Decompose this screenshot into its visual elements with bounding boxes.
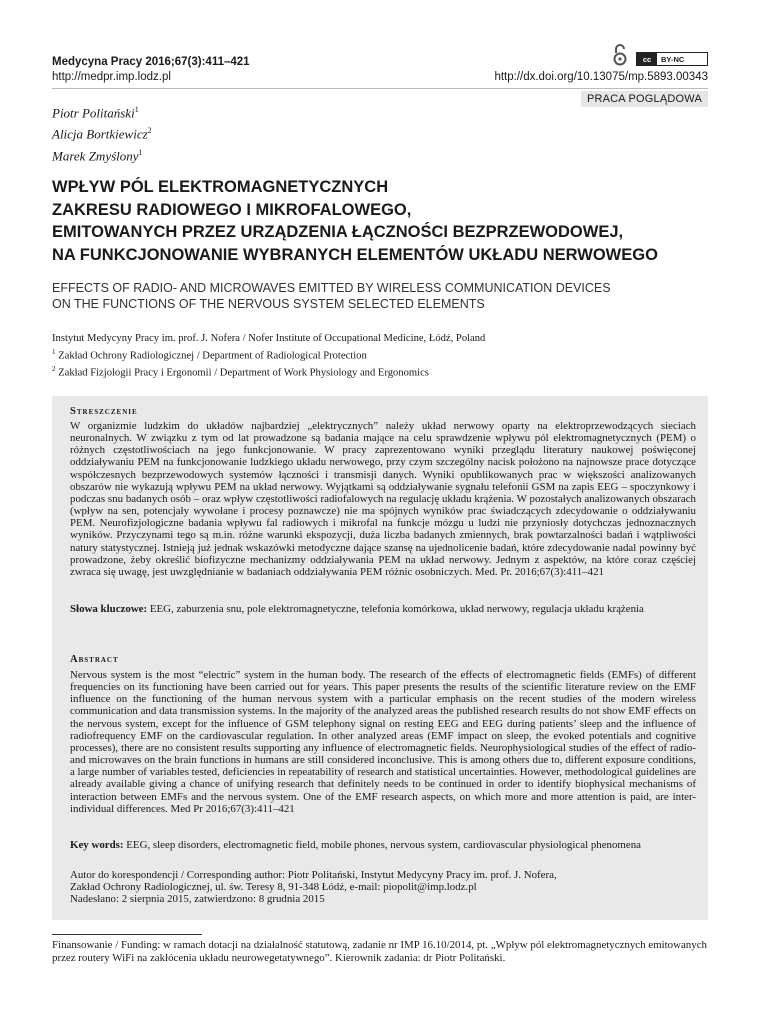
- title-line: EFFECTS OF RADIO- AND MICROWAVES EMITTED BY WIRELESS COMMUNICATION DEVICES: [52, 281, 611, 295]
- affiliation-institute: Instytut Medycyny Pracy im. prof. J. Nofera / Nofer Institute of Occupational Medicine, Łódź, Poland: [52, 333, 486, 344]
- funding-note: Finansowanie / Funding: w ramach dotacji na działalność statutową, zadanie nr IMP 16.10/2014, pt. „Wpływ pól elektromagnetycznych emitowanych przez routery WiFi na zakłócenia układu neurowegetatywnego”. Kierownik zadania: dr Piotr Politański.: [52, 939, 707, 964]
- affiliation-dept-1: $^1$ Zakład Ochrony Radiologicznej / Department of Radiological Protection: [52, 347, 367, 362]
- license-label: BY-NC: [661, 54, 685, 64]
- cc-license-badge[interactable]: [636, 52, 708, 66]
- title-line: ON THE FUNCTIONS OF THE NERVOUS SYSTEM SELECTED ELEMENTS: [52, 297, 485, 311]
- license-block: [612, 44, 708, 66]
- keywords-label: Key words:: [70, 839, 124, 851]
- streszczenie-heading: Streszczenie: [70, 406, 138, 417]
- title-polish: [52, 176, 722, 266]
- correspondence-line: Zakład Ochrony Radiologicznej, ul. św. Teresy 8, 91-348 Łódź, e-mail: piopolit@imp.lodz.pl: [70, 881, 477, 894]
- abstract-keywords: [70, 839, 696, 851]
- title-line: ZAKRESU RADIOWEGO I MIKROFALOWEGO,: [52, 200, 412, 219]
- cc-icon: cc: [637, 53, 657, 65]
- streszczenie-keywords: [70, 603, 696, 615]
- doi-link[interactable]: http://dx.doi.org/10.13075/mp.5893.00343: [494, 71, 708, 83]
- title-line: EMITOWANYCH PRZEZ URZĄDZENIA ŁĄCZNOŚCI BEZPRZEWODOWEJ,: [52, 223, 624, 241]
- journal-url[interactable]: http://medpr.imp.lodz.pl: [52, 71, 171, 83]
- keywords-label: Słowa kluczowe:: [70, 603, 148, 615]
- author-item: Piotr Politański$^1$: [52, 105, 139, 121]
- abstract-box: [52, 396, 708, 920]
- header-divider: [52, 88, 708, 89]
- abstract-text: Nervous system is the most “electric” system in the human body. The research of the effects of electromagnetic fields (EMFs) of different frequencies on its functioning have been carried out for years. This paper presents the results of the scientific literature review on the EMF influence on the functioning of the human nervous system with a particular emphasis on the recent studies of the modern wireless communication and data transmission systems. In the majority of the analyzed areas the published research results do not show EMF effects on the nervous system, except for the influence of GSM telephony signal on resting EEG and EEG during patients’ sleep and the influence of radiofrequency EMF on the cardiovascular regulation. In other analyzed areas (EMF impact on sleep, the evoked potentials and cognitive processes), there are no consistent results supporting any influence of electromagnetic fields. Neurophysiological studies of the effect of radio- and microwaves on the brain functions in humans are still considered inconclusive. This is among others due to, different exposure conditions, a large number of variables tested, deficiencies in repeatability of research and statistical uncertainties. However, methodological guidelines are already available giving a chance of unifying research that definitely needs to be continued in order to identify biophysical mechanisms of interaction between EMFs and the nervous system. One of the EMF research aspects, on which more and more attention is paid, are inter-individual differences. Med Pr 2016;67(3):411–421: [70, 669, 696, 815]
- correspondence-line: Autor do korespondencji / Corresponding author: Piotr Politański, Instytut Medycyny Pracy im. prof. J. Nofera,: [70, 869, 557, 881]
- abstract-heading: Abstract: [70, 654, 119, 665]
- journal-citation: Medycyna Pracy 2016;67(3):411–421: [52, 56, 250, 68]
- title-line: NA FUNKCJONOWANIE WYBRANYCH ELEMENTÓW UKŁADU NERWOWEGO: [52, 245, 658, 264]
- correspondence: [70, 869, 696, 905]
- affiliations: [52, 333, 485, 380]
- affiliation-dept-2: $^2$ Zakład Fizjologii Pracy i Ergonomii / Department of Work Physiology and Ergonomics: [52, 365, 429, 379]
- received-dates: Nadesłano: 2 sierpnia 2015, zatwierdzono: 8 grudnia 2015: [70, 893, 325, 906]
- author-item: Marek Zmyślony$^1$: [52, 147, 143, 163]
- author-list: [52, 101, 152, 165]
- title-english: [52, 280, 712, 312]
- footnote-rule: [52, 934, 202, 935]
- article-type-badge: PRACA POGLĄDOWA: [581, 91, 708, 107]
- author-item: Alicja Bortkiewicz$^2$: [52, 126, 152, 142]
- open-access-icon: [612, 44, 628, 66]
- keywords-value: EEG, zaburzenia snu, pole elektromagnetyczne, telefonia komórkowa, układ nerwowy, regulacja układu krążenia: [149, 603, 644, 615]
- streszczenie-text: W organizmie ludzkim do układów najbardziej „elektrycznych” należy układ nerwowy oparty na elektroprzewodzących sieciach neuronalnych. W związku z tym od lat prowadzone są badania mające na celu sprawdzenie wpływu pól elektromagnetycznych (PEM) o różnych częstotliwościach na jego funkcjonowanie. W pracy zaprezentowano wyniki przeglądu literatury naukowej poświęconej oddziaływaniu PEM na funkcjonowanie ludzkiego układu nerwowego, przy czym szczególny nacisk położono na najnowsze prace dotyczące współczesnych bezprzewodowych systemów łączności i transmisji danych. Wyniki opublikowanych prac w większości analizowanych obszarów nie wykazują wpływu PEM na układ nerwowy. Wyjątkami są oddziaływanie sygnału telefonii GSM na zapis EEG – spoczynkowy i podczas snu badanych osób – oraz wpływ częstotliwości radiofalowych na regulację układu krążenia. W pozostałych analizowanych obszarach (wpływ na sen, potencjały wywołane i procesy poznawcze) nie ma spójnych wyników prac świadczących zdecydowanie o oddziaływaniu PEM. Neurofizjologiczne badania wpływu fal radiowych i mikrofal na funkcje mózgu u ludzi nie przyniosły dotychczas jednoznacznych wyników. Przyczynami tego są m.in. różne warunki ekspozycji, duża liczba badanych zmiennych, brak powtarzalności badań i wątpliwości natury statystycznej. Istnieją już jednak wskazówki metodyczne dające szansę na ujednolicenie badań, które zdecydowanie nadal powinny być prowadzone, żeby określić biofizyczne mechanizmy oddziaływania PEM na układ nerwowy. Jednym z aspektów, na które coraz częściej zwraca się uwagę, jest uwzględnianie w badaniach oddziaływania PEM różnic osobniczych. Med. Pr. 2016;67(3):411–421: [70, 420, 696, 578]
- title-line: WPŁYW PÓL ELEKTROMAGNETYCZNYCH: [52, 178, 389, 196]
- keywords-value: EEG, sleep disorders, electromagnetic field, mobile phones, nervous system, cardiovascular physiological phenomena: [126, 839, 642, 851]
